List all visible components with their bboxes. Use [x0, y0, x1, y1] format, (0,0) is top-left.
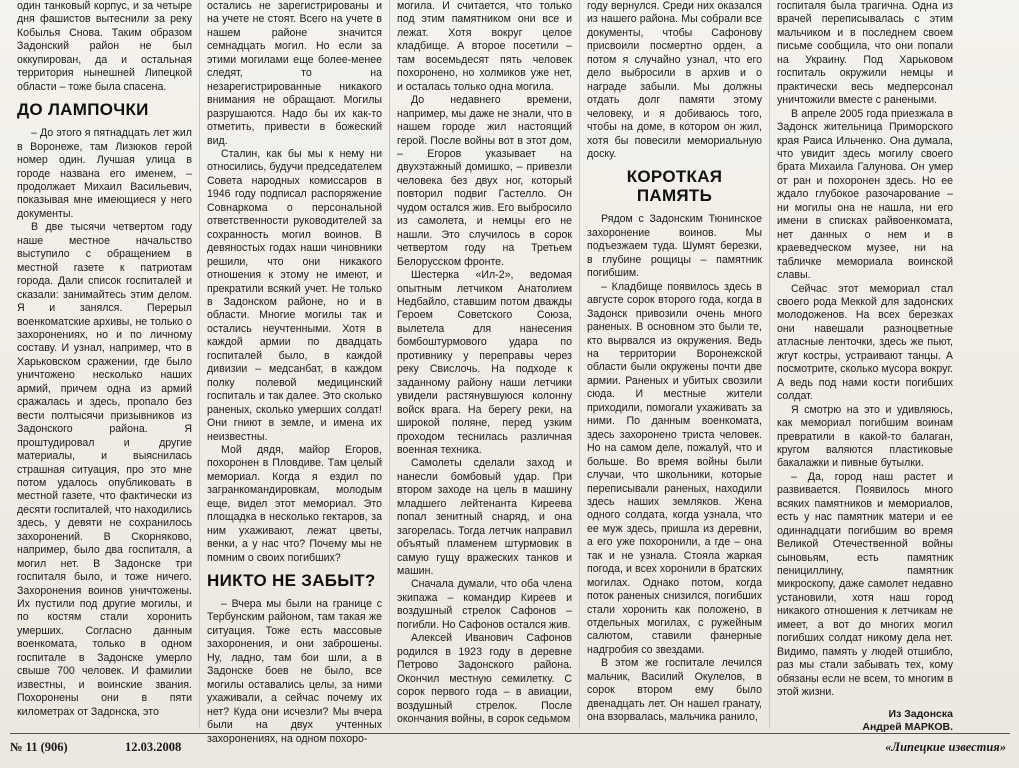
paragraph: Сейчас этот мемориал стал своего рода Меккой для задонских молодоженов. На всех березках они навешали разноцветные атласные ленточки, здесь же пьют, жгут костры, устраивают танцы. А посмотрите, сколько мусора вокруг. А ведь под нами кости погибших солдат.: [777, 282, 953, 403]
article-columns: [10, 0, 1010, 745]
column-3: [390, 0, 580, 728]
section-heading-korotkaya-pamyat: КОРОТКАЯ ПАМЯТЬ: [626, 167, 723, 206]
issue-date: 12.03.2008: [125, 740, 182, 754]
section-heading-nikto-ne-zabyt: НИКТО НЕ ЗАБЫТ?: [207, 571, 376, 591]
paragraph: Сталин, как бы мы к нему ни относились, будучи председателем Совета народных комиссаров в 1946 году подписал распоряжение Совнаркома о персональной ответственности руководителей за сохранность могил воинов. В девяностых годах наши чиновники решили, что они никакого отношения к этому не имеют, и прекратили всякий учет. Не только в Задонском районе, но и в области. Многие могилы так и остались неучтенными. Хотя в каждой армии по двадцать госпиталей было, в каждой дивизии – медсанбат, в каждом полку полевой медицинский госпиталь и так далее. Это сколько раненых, сколько умерших солдат! Они гниют в земле, и имена их неизвестны.: [207, 147, 382, 443]
paragraph: В этом же госпитале лечился мальчик, Василий Окулелов, в сорок втором ему было двенадцать лет. Он нашел гранату, она взорвалась, мальчика ранило,: [587, 657, 762, 724]
paragraph: Алексей Иванович Сафонов родился в 1923 году в деревне Петрово Задонского района. Окончил местную семилетку. С сорок первого года – в авиации, воздушный стрелок. После окончания войны, в сорок седьмом: [397, 632, 572, 726]
paragraph: году вернулся. Среди них оказался из нашего района. Мы собрали все документы, чтобы Сафонову присвоили посмертно орден, а потом я случайно узнал, что его дело выбросили в архив и о награде забыли. Мы должны отдать долг памяти этому человеку, и я добиваюсь того, чтобы на доме, в котором он жил, хотя бы повесили мемориальную доску.: [587, 0, 762, 160]
byline-place: Из Задонска: [888, 707, 953, 720]
paragraph: Шестерка «Ил-2», ведомая опытным летчиком Анатолием Недбайло, ставшим потом дважды Героем Советского Союза, вылетела для нанесения бомбоштурмового удара по противнику у переправы через реку Свислочь. На подходе к заданному району наши летчики увидели растянувшуюся колонну войск врага. На берегу реки, на широкой поляне, перед узким проходом теснилась различная военная техника.: [397, 269, 572, 456]
paragraph: могила. И считается, что только под этим памятником они все и лежат. Хотя вокруг целое кладбище. А второе посетили – там восемьдесят пять человек похоронено, но холмиков уже нет, и осталась только одна могила.: [397, 0, 572, 93]
paragraph: – Кладбище появилось здесь в августе сорок второго года, когда в Задонск привозили очень много раненых. В основном это были те, кто вырвался из окружения. Ведь на территории Воронежской области были окружены почти две армии. Раненых и убитых свозили сюда. И местные жители приходили, помогали ухаживать за ними. По данным военкомата, здесь захоронено триста человек. Но на самом деле, пожалуй, что и больше. Во время войны были случаи, что школьники, которые переписывали раненых, находили здесь наших земляков. Жена одного солдата, когда узнала, что ее муж здесь, пришла из деревни, а его уже похоронили, а где – она так и не узнала. Стояла жаркая погода, и всех хоронили в братских могилах. Однако потом, когда поток раненых снизился, погибших стали хоронить как положено, в отдельных могилах, с ружейным салютом, ставили фанерные надгробия со звездами.: [587, 280, 762, 656]
paragraph: До недавнего времени, например, мы даже не знали, что в нашем городе жил настоящий герой. После войны вот в этот дом, – Егоров указывает на двухэтажный домишко, – привезли человека без двух ног, который повторил подвиг Гастелло. Он чудом остался жив. Его выбросило из самолета, и немцы его не нашли. Это случилось в сорок четвертом году на Третьем Белорусском фронте.: [397, 94, 572, 268]
column-1: [10, 0, 200, 728]
paragraph: Самолеты сделали заход и нанесли бомбовый удар. При втором заходе на цель в машину младшего лейтенанта Киреева попал зенитный снаряд, и она загорелась. Тогда летчик направил объятый пламенем штурмовик в самую гущу вражеских танков и машин.: [397, 457, 572, 578]
paragraph: В апреле 2005 года приезжала в Задонск жительница Приморского края Раиса Ильченко. Она думала, что увидит здесь могилу своего брата Михаила Галунова. Он умер от ран и похоронен здесь. Но ее ждало глубокое разочарование – ни могилы она не нашла, ни его имени в списках райвоенкомата, нет данных о нем и в краеведческом музее, ни на табличке мемориала воинской славы.: [777, 107, 953, 282]
paragraph: Рядом с Задонским Тюнинское захоронение воинов. Мы подъезжаем туда. Шумят березки, в глубине рощицы – памятник погибшим.: [587, 213, 762, 280]
section-heading-do-lampochki: ДО ЛАМПОЧКИ: [17, 100, 149, 120]
issue-number: № 11 (906): [10, 740, 68, 754]
paragraph: – Вчера мы были на границе с Тербунским районом, там такая же ситуация. Тоже есть массовые захоронения, и они заброшены. Ну, ладно, там бои шли, а в Задонске боев не было, все могилы оставались целы, за ними ухаживали, а сейчас почему их нет? Куда они исчезли? Мы вчера были на двух учтенных захоронениях, на одном похоро-: [207, 598, 382, 745]
byline-author: Андрей МАРКОВ.: [862, 721, 953, 734]
paragraph: остались не зарегистрированы и на учете не стоят. Всего на учете в нашем районе значится семнадцать могил. Но если за этими могилами еще более-менее следят, то на незарегистрированные никакого внимания не обращают. Могилы разрушаются. Надо бы их как-то отметить, привести в божеский вид.: [207, 0, 382, 147]
column-5: [770, 0, 960, 734]
column-2: [200, 0, 390, 745]
paragraph: – До этого я пятнадцать лет жил в Воронеже, там Лизюков герой номер один. Лучшая улица в городе названа его именем, – продолжает Михаил Васильевич, показывая мне имеющиеся у него документы.: [17, 127, 192, 220]
paragraph: госпиталя была трагична. Одна из врачей переписывалась с этим мальчиком и в последнем своем письме сообщила, что они попали на Украину. Под Харьковом госпиталь окружили немцы и практически весь медперсонал уничтожили вместе с ранеными.: [777, 0, 953, 107]
paragraph: – Да, город наш растет и развивается. Появилось много всяких памятников и мемориалов, есть у нас памятник матери и ее одиннадцати погибшим во время Великой Отечественной войны сыновьям, есть памятник пенициллину, памятник микроскопу, даже самолет недавно установили, хотя наш город никакого отношения к летчикам не имеет, а вот до многих могил погибших солдат никому дела нет. Видимо, память у людей отшибло, раз мы стали забывать тех, кому обязаны если не всем, то многим в этой жизни.: [777, 470, 953, 699]
paragraph: Я смотрю на это и удивляюсь, как мемориал погибшим воинам превратили в какой-то балаган, кругом валяются пластиковые бакалажки и пивные бутылки.: [777, 403, 953, 470]
newspaper-name: «Липецкие известия»: [885, 740, 1006, 754]
paragraph: В две тысячи четвертом году наше местное начальство выступило с обращением в местной газете к патриотам города. Дали список госпиталей и сказали: занимайтесь этим делом. Я и занялся. Перерыл военкоматские архивы, не только о захоронениях, но и по личному составу. И узнал, например, что в Харьковском сражении, где было уничтожено несколько наших армий, причем одна из армий сражалась и здесь, пропало без вести полтысячи призывников из Задонского района. Я проштудировал и другие материалы, и выяснилась страшная ситуация, про это мне потом удалось опубликовать в местной газете, что фактически из десяти госпиталей, что находились здесь, у девяти не сохранилось захоронений. В Скорняково, например, было два госпиталя, а могил нет. В Задонске три госпиталя было, и тоже ничего. Захоронения воинов уничтожены. Их пустили под другие могилы, и по костям стали хоронить умерших. Согласно данным военкомата, только в одном госпитале в Задонске умерло свыше 700 человек. И фамилии известны, и воинские звания. Похоронены они в пяти километрах от Задонска, это: [17, 221, 192, 718]
column-4: [580, 0, 770, 728]
paragraph: Сначала думали, что оба члена экипажа – командир Киреев и воздушный стрелок Сафонов – погибли. Но Сафонов остался жив.: [397, 578, 572, 631]
page-footer: [10, 733, 1010, 764]
paragraph: один танковый корпус, и за четыре дня фашистов вытеснили за реку Кобылья Снова. Таким образом Задонский район не был оккупирован, да и остальная территория нынешней Липецкой области – тоже была спасена.: [17, 0, 192, 93]
paragraph: Мой дядя, майор Егоров, похоронен в Пловдиве. Там целый мемориал. Когда я ездил по загранкомандировкам, молодым еще, видел этот мемориал. Это площадка в несколько гектаров, за ним ухаживают, лежат цветы, венки, а у нас что? Почему мы не помним о своих погибших?: [207, 443, 382, 564]
